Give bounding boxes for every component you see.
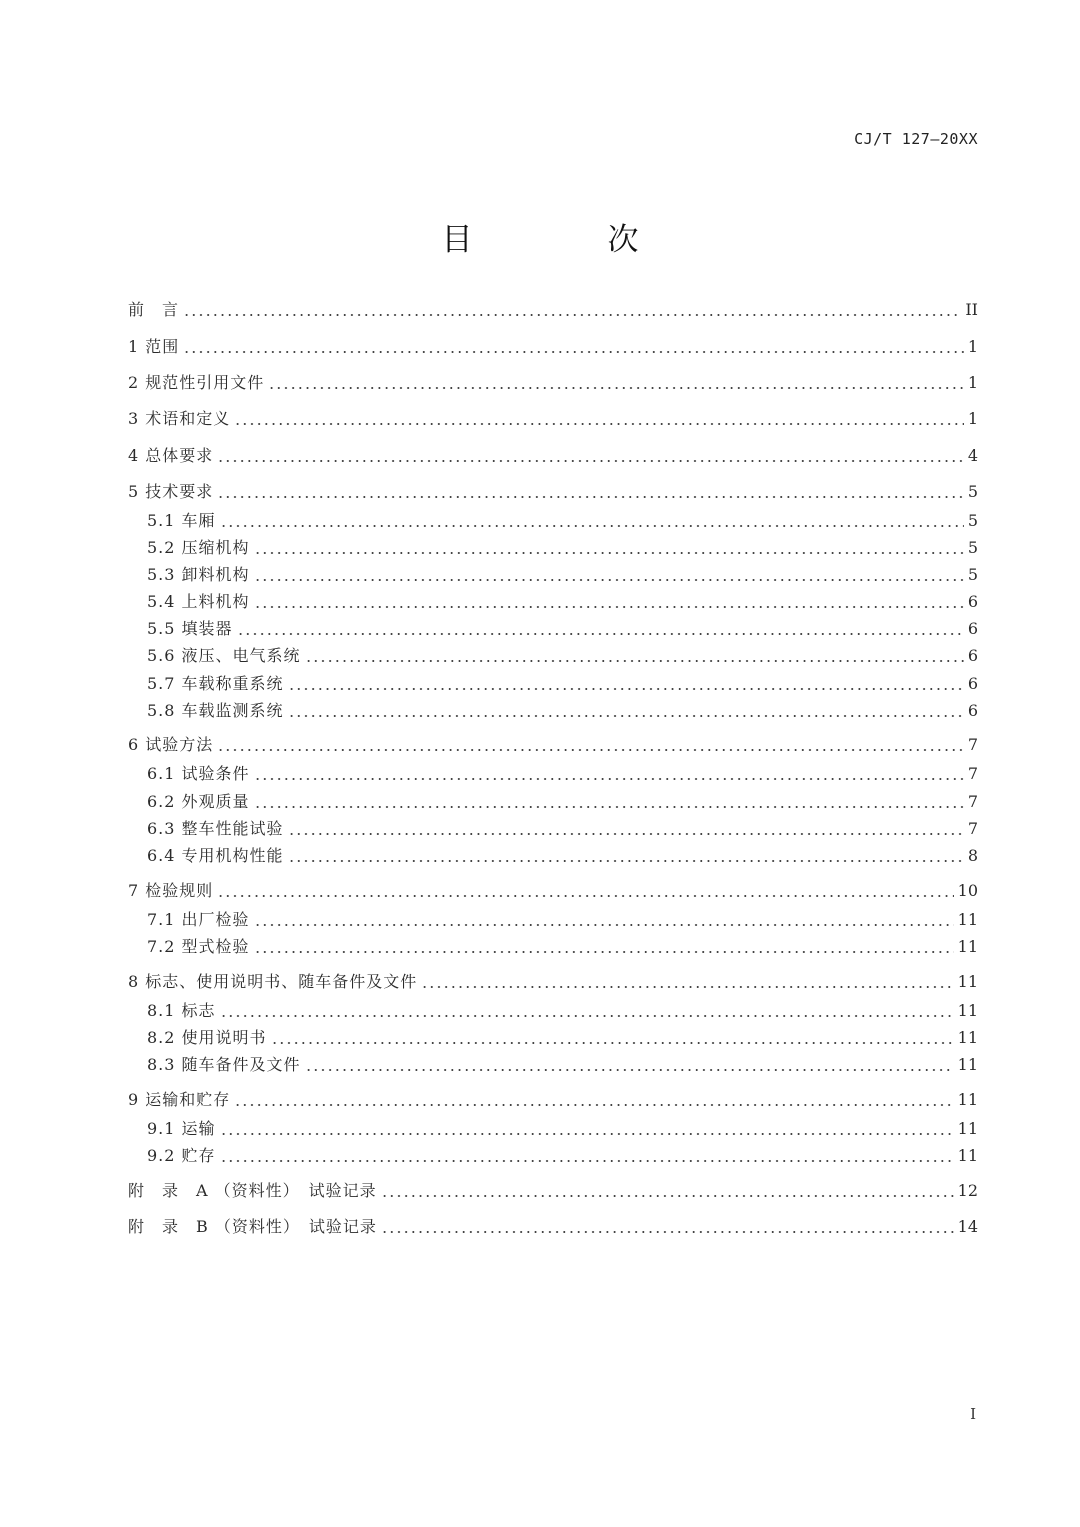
toc-entry-page: 6 [967,646,978,665]
toc-entry-label: 前 言 [128,300,180,319]
toc-entry-label: 3 术语和定义 [128,409,231,428]
toc-entry-page: 11 [957,1001,978,1020]
toc-entry[interactable] [147,1144,978,1168]
toc-entry[interactable] [147,817,978,841]
toc-dot-leader [220,525,964,527]
toc-entry[interactable] [147,999,978,1023]
toc-entry-label: 2 规范性引用文件 [128,373,265,392]
toc-entry-page: 11 [957,972,978,991]
toc-dot-leader [254,606,964,608]
toc-entry-label: 5.8 车载监测系统 [147,701,284,720]
page-number: I [970,1405,976,1423]
toc-entry[interactable] [128,879,978,903]
toc-entry-page: 1 [967,373,978,392]
toc-entry[interactable] [147,790,978,814]
toc-entry[interactable] [128,733,978,757]
toc-entry-page: 5 [967,482,978,501]
toc-entry[interactable] [147,908,978,932]
toc-entry[interactable] [128,1088,978,1112]
toc-entry-label: 5.7 车载称重系统 [147,674,284,693]
toc-entry-label: 5.2 压缩机构 [147,538,250,557]
toc-entry-page: 11 [957,1146,978,1165]
toc-entry[interactable] [147,1053,978,1077]
toc-entry[interactable] [128,444,978,468]
toc-entry-page: 7 [967,792,978,811]
toc-entry-label: 6.4 专用机构性能 [147,846,284,865]
toc-entry-label: 附 录 A （资料性） 试验记录 [128,1181,377,1200]
toc-entry-label: 9.1 运输 [147,1119,216,1138]
document-code: CJ/T 127—20XX [854,130,978,148]
toc-dot-leader [254,778,964,780]
toc-dot-leader [421,986,953,988]
toc-entry[interactable] [147,762,978,786]
toc-entry-page: 6 [967,674,978,693]
toc-dot-leader [217,460,964,462]
toc-dot-leader [217,895,953,897]
toc-entry[interactable] [147,1117,978,1141]
toc-entry-label: 8.3 随车备件及文件 [147,1055,301,1074]
toc-entry[interactable] [128,371,978,395]
toc-entry[interactable] [147,617,978,641]
toc-entry-page: 11 [957,1090,978,1109]
toc-dot-leader [268,387,964,389]
toc-entry-label: 8 标志、使用说明书、随车备件及文件 [128,972,418,991]
toc-entry[interactable] [147,590,978,614]
toc-dot-leader [217,749,964,751]
toc-entry-label: 8.1 标志 [147,1001,216,1020]
toc-entry-label: 1 范围 [128,337,180,356]
toc-entry-page: 1 [967,337,978,356]
toc-entry-label: 6.1 试验条件 [147,764,250,783]
toc-entry-label: 8.2 使用说明书 [147,1028,267,1047]
toc-dot-leader [234,423,964,425]
toc-entry-label: 5.1 车厢 [147,511,216,530]
toc-entry-page: 11 [957,1119,978,1138]
toc-dot-leader [254,552,964,554]
toc-dot-leader [220,1133,954,1135]
toc-entry-label: 5.6 液压、电气系统 [147,646,301,665]
toc-entry-label: 4 总体要求 [128,446,214,465]
toc-entry[interactable] [128,298,978,322]
toc-entry-page: 5 [967,511,978,530]
toc-entry-label: 5.3 卸料机构 [147,565,250,584]
toc-dot-leader [234,1104,953,1106]
toc-entry[interactable] [128,407,978,431]
toc-dot-leader [237,633,964,635]
toc-entry[interactable] [147,699,978,723]
toc-entry-page: 11 [957,910,978,929]
toc-dot-leader [305,660,964,662]
toc-entry-page: 6 [967,701,978,720]
toc-entry-page: 7 [967,735,978,754]
toc-entry-label: 7.2 型式检验 [147,937,250,956]
toc-entry-page: 7 [967,819,978,838]
toc-dot-leader [271,1042,954,1044]
toc-entry-page: 5 [967,538,978,557]
toc-entry[interactable] [147,509,978,533]
toc-entry-page: 1 [967,409,978,428]
toc-entry[interactable] [147,935,978,959]
toc-dot-leader [220,1160,954,1162]
toc-entry-page: 11 [957,937,978,956]
toc-entry-label: 6.3 整车性能试验 [147,819,284,838]
toc-dot-leader [381,1195,954,1197]
toc-entry-page: 14 [957,1217,978,1236]
toc-entry[interactable] [147,672,978,696]
page-title: 目 次 [441,222,691,258]
toc-dot-leader [288,833,964,835]
toc-dot-leader [305,1069,954,1071]
toc-dot-leader [288,688,964,690]
toc-entry-page: 6 [967,619,978,638]
toc-dot-leader [217,496,964,498]
toc-dot-leader [183,351,964,353]
toc-entry-page: 10 [957,881,978,900]
toc-entry-page: 5 [967,565,978,584]
toc-dot-leader [254,951,954,953]
toc-dot-leader [254,579,964,581]
toc-entry[interactable] [147,536,978,560]
toc-entry[interactable] [147,1026,978,1050]
toc-dot-leader [254,806,964,808]
toc-entry[interactable] [128,1215,978,1239]
toc-entry-label: 7.1 出厂检验 [147,910,250,929]
toc-entry-page: 6 [967,592,978,611]
toc-entry-label: 9.2 贮存 [147,1146,216,1165]
toc-entry[interactable] [128,1179,978,1203]
toc-dot-leader [183,314,961,316]
toc-entry-page: 11 [957,1055,978,1074]
toc-entry[interactable] [128,480,978,504]
toc-entry-page: 8 [967,846,978,865]
toc-entry-label: 附 录 B （资料性） 试验记录 [128,1217,377,1236]
toc-entry-label: 7 检验规则 [128,881,214,900]
toc-entry-page: II [965,300,978,319]
toc-entry[interactable] [147,644,978,668]
toc-entry-label: 5.5 填装器 [147,619,233,638]
toc-entry[interactable] [128,970,978,994]
toc-entry-label: 5 技术要求 [128,482,214,501]
toc-dot-leader [288,860,964,862]
toc-entry[interactable] [147,563,978,587]
toc-entry[interactable] [147,844,978,868]
toc-entry-label: 5.4 上料机构 [147,592,250,611]
toc-entry-label: 9 运输和贮存 [128,1090,231,1109]
toc-entry-page: 7 [967,764,978,783]
toc-dot-leader [254,924,954,926]
toc-entry-page: 11 [957,1028,978,1047]
toc-entry-label: 6.2 外观质量 [147,792,250,811]
toc-dot-leader [288,715,964,717]
toc-entry-label: 6 试验方法 [128,735,214,754]
toc-entry-page: 12 [957,1181,978,1200]
toc-entry-page: 4 [967,446,978,465]
toc-dot-leader [381,1231,954,1233]
toc-entry[interactable] [128,335,978,359]
toc-dot-leader [220,1015,954,1017]
